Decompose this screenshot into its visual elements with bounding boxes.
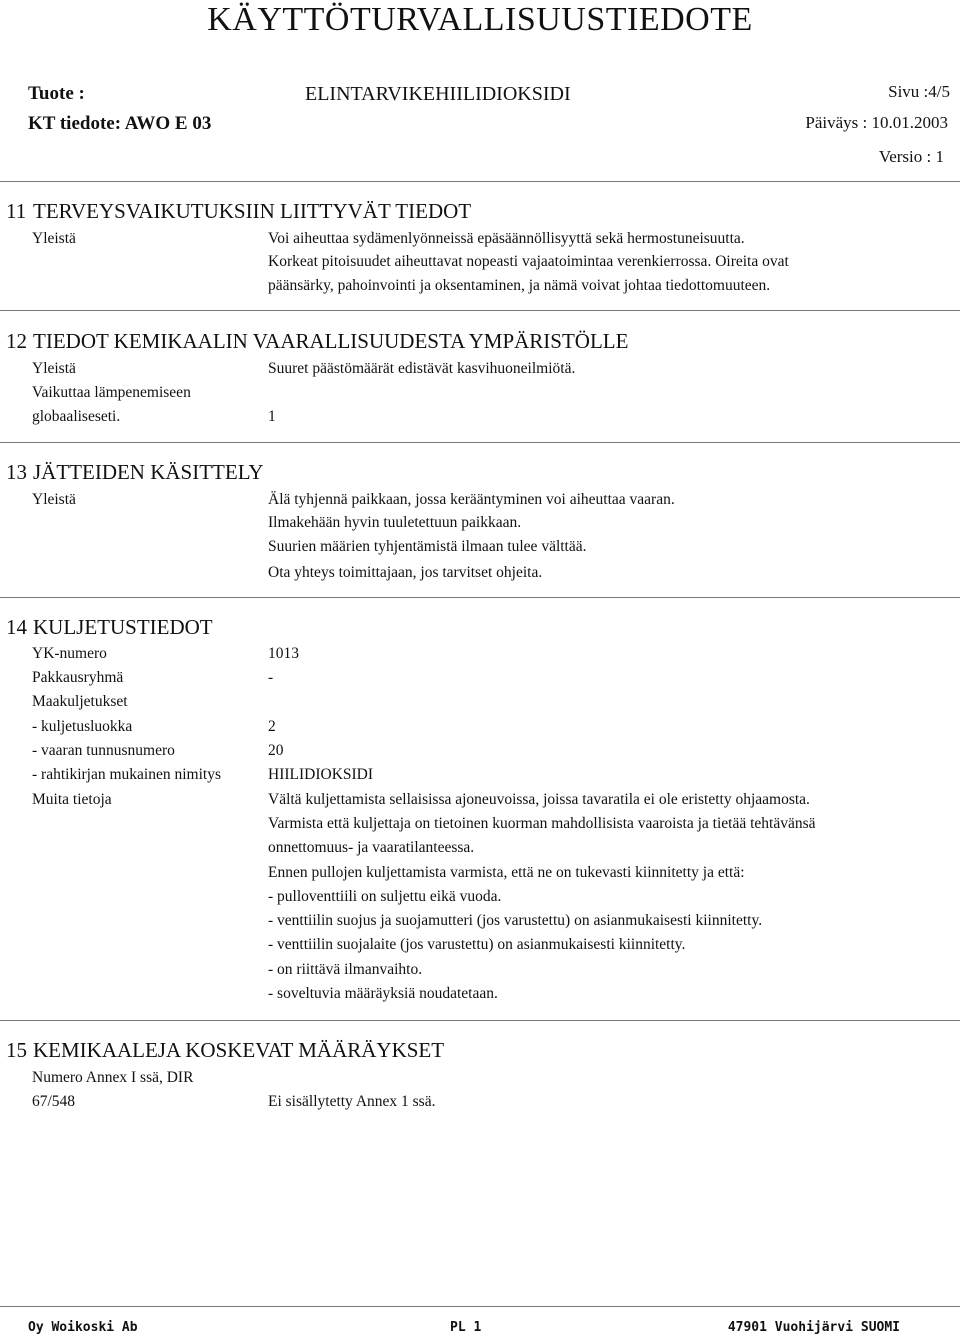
other-info-line: - venttiilin suojalaite (jos varustettu) on asianmukaisesti kiinnitetty. [268,936,686,953]
document-title: KÄYTTÖTURVALLISUUSTIEDOTE [207,1,753,38]
product-label: Tuote : [28,83,85,104]
other-info-line: - venttiilin suojus ja suojamutteri (jos varustettu) on asianmukaisesti kiinnitetty. [268,912,763,929]
section-11-text-line: päänsärky, pahoinvointi ja oksentaminen, ja nämä voivat johtaa tiedottomuuteen. [268,277,771,294]
section-13-text-line: Ilmakehään hyvin tuuletettuun paikkaan. [268,514,522,531]
section-14-title: KULJETUSTIEDOT [33,615,213,639]
transport-row-value: HIILIDIOKSIDI [268,766,374,783]
footer-company: Oy Woikoski Ab [28,1320,138,1335]
document-date: Päiväys : 10.01.2003 [805,113,948,132]
other-info-line: - soveltuvia määräyksiä noudatetaan. [268,985,498,1002]
document-version: Versio : 1 [878,147,944,166]
footer-divider [0,1306,960,1307]
transport-row-label: Maakuljetukset [32,693,128,710]
footer-po-box: PL 1 [450,1320,482,1335]
section-12-number: 12 [6,329,27,353]
transport-row-label: - kuljetusluokka [32,718,133,735]
transport-row-label: Pakkausryhmä [32,669,124,686]
transport-row-value: 2 [268,718,276,735]
section-13-title: JÄTTEIDEN KÄSITTELY [33,460,264,484]
section-13-text-line: Suurien määrien tyhjentämistä ilmaan tulee välttää. [268,538,587,555]
section-divider [0,597,960,598]
product-name: ELINTARVIKEHIILIDIOKSIDI [305,83,571,105]
section-13-text-line: Älä tyhjennä paikkaan, jossa kerääntyminen voi aiheuttaa vaaran. [268,491,675,508]
section-12-text: Suuret päästömäärät edistävät kasvihuoneilmiötä. [268,360,576,377]
section-12-label: Yleistä [32,360,76,377]
section-12-title: TIEDOT KEMIKAALIN VAARALLISUUDESTA YMPÄRISTÖLLE [33,329,629,353]
header-divider [0,181,960,182]
transport-row-value: 20 [268,742,284,759]
other-info-line: Vältä kuljettamista sellaisissa ajoneuvoissa, joissa tavaratila ei ole eristetty ohjaamosta. [268,791,810,808]
transport-row-label: - rahtikirjan mukainen nimitys [32,766,221,783]
section-15-label: Numero Annex I ssä, DIR [32,1069,194,1086]
other-info-line: - pulloventtiili on suljettu eikä vuoda. [268,888,502,905]
section-divider [0,442,960,443]
footer-address: 47901 Vuohijärvi SUOMI [727,1320,900,1335]
section-divider [0,310,960,311]
section-13-label: Yleistä [32,491,76,508]
transport-row-label: YK-numero [32,645,107,662]
section-15-number: 15 [6,1038,27,1062]
other-info-line: - on riittävä ilmanvaihto. [268,961,423,978]
section-15-title: KEMIKAALEJA KOSKEVAT MÄÄRÄYKSET [33,1038,445,1062]
section-15-value: Ei sisällytetty Annex 1 ssä. [268,1093,436,1110]
section-11-title: TERVEYSVAIKUTUKSIIN LIITTYVÄT TIEDOT [33,199,472,223]
other-info-label: Muita tietoja [32,791,112,808]
section-12-value-2: 1 [268,408,276,425]
section-12-label-2: Vaikuttaa lämpenemiseen [32,384,191,401]
section-11-text-line: Korkeat pitoisuudet aiheuttavat nopeasti vajaatoimintaa verenkierrossa. Oireita ovat [268,253,789,270]
other-info-line: onnettomuus- ja vaaratilanteessa. [268,839,475,856]
section-13-text-line: Ota yhteys toimittajaan, jos tarvitset ohjeita. [268,564,543,581]
section-11-text-line: Voi aiheuttaa sydämenlyönneissä epäsäännöllisyyttä sekä hermostuneisuutta. [268,230,745,247]
section-15-label-cont: 67/548 [32,1093,76,1110]
section-14-number: 14 [6,615,27,639]
kt-document-id: KT tiedote: AWO E 03 [28,113,212,134]
section-12-label-2-cont: globaaliseseti. [32,408,121,425]
transport-row-value: 1013 [268,645,299,662]
section-divider [0,1020,960,1021]
transport-row-value: - [268,669,274,686]
other-info-line: Varmista että kuljettaja on tietoinen kuorman mahdollisista vaaroista ja tietää tehtävänsä [268,815,816,832]
section-13-number: 13 [6,460,27,484]
section-11-label: Yleistä [32,230,76,247]
page-number: Sivu :4/5 [888,82,950,101]
section-11-number: 11 [6,199,27,223]
transport-row-label: - vaaran tunnusnumero [32,742,175,759]
other-info-line: Ennen pullojen kuljettamista varmista, että ne on tukevasti kiinnitetty ja että: [268,864,745,881]
